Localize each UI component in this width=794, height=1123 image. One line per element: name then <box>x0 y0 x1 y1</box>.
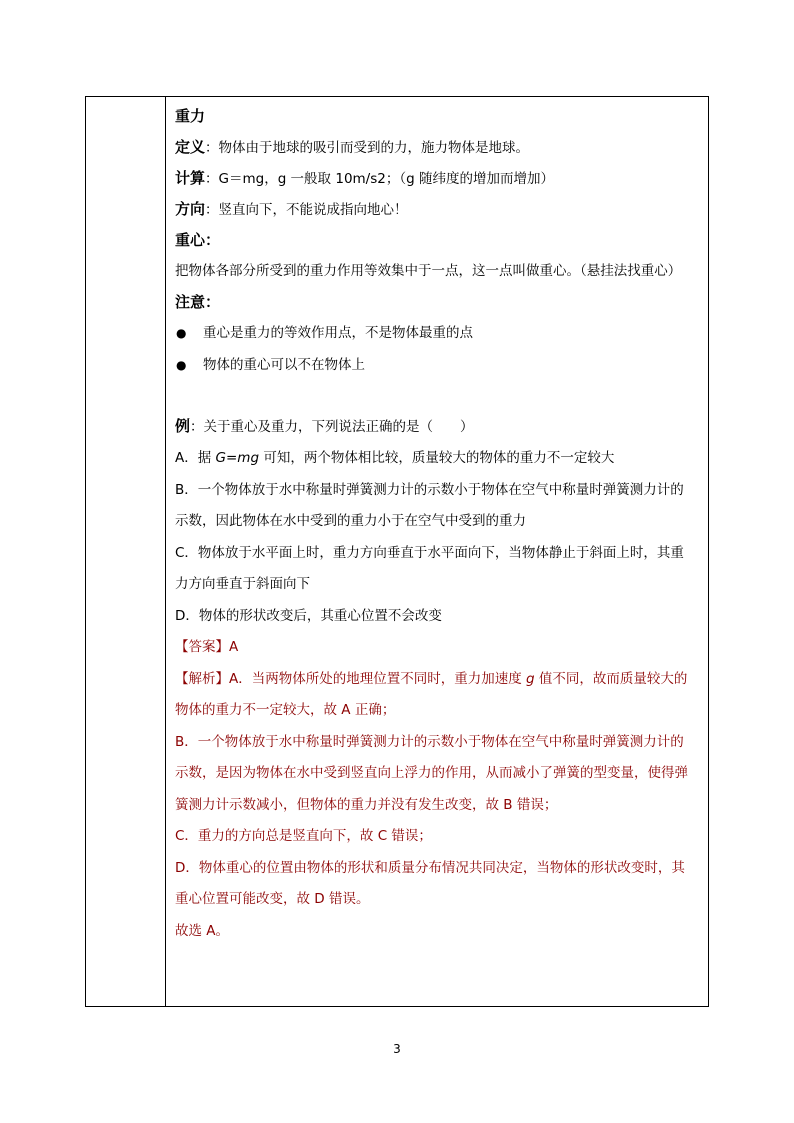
option-b-line2: 示数，因此物体在水中受到的重力小于在空气中受到的重力 <box>175 513 526 529</box>
calc-text: ：G＝mg，g 一般取 10m/s2；（g 随纬度的增加而增加） <box>205 171 554 187</box>
definition-text: ：物体由于地球的吸引而受到的力，施力物体是地球。 <box>205 140 530 156</box>
definition-line <box>175 138 529 157</box>
analysis-line6: C．重力的方向总是竖直向下，故 C 错误； <box>175 828 432 844</box>
analysis-line1 <box>175 670 687 688</box>
analysis-line7: D．物体重心的位置由物体的形状和质量分布情况共同决定，当物体的形状改变时，其 <box>175 860 685 876</box>
gravity-title: 重力 <box>175 107 206 125</box>
direction-label: 方向 <box>175 200 206 218</box>
analysis-line1-suffix: 值不同，故而质量较大的 <box>534 671 688 687</box>
analysis-g-symbol: g <box>526 671 535 687</box>
option-d: D．物体的形状改变后，其重心位置不会改变 <box>175 608 442 624</box>
analysis-label: 【解析】 <box>175 671 229 687</box>
analysis-line8: 重心位置可能改变，故 D 错误。 <box>175 891 370 907</box>
analysis-line4: 示数，是因为物体在水中受到竖直向上浮力的作用，从而减小了弹簧的型变量，使得弹 <box>175 765 688 781</box>
calc-label: 计算 <box>175 169 206 187</box>
analysis-conclusion: 故选 A。 <box>175 923 230 939</box>
bullet-icon: ● <box>176 358 187 372</box>
option-b-line1: B．一个物体放于水中称量时弹簧测力计的示数小于物体在空气中称量时弹簧测力计的 <box>175 482 684 498</box>
answer-line <box>175 638 238 656</box>
definition-label: 定义 <box>175 138 206 156</box>
right-column <box>166 97 708 1006</box>
option-a-formula: G=mg <box>215 450 260 466</box>
option-c-line2: 力方向垂直于斜面向下 <box>175 576 310 592</box>
example-question-text: ：关于重心及重力，下列说法正确的是（ ） <box>190 419 474 435</box>
example-question <box>175 417 474 436</box>
center-label: 重心： <box>175 231 221 249</box>
page-number: 3 <box>393 1042 401 1056</box>
calc-line <box>175 169 554 188</box>
bullet-icon: ● <box>176 326 187 340</box>
content-table <box>85 96 709 1007</box>
note-label: 注意： <box>175 293 221 311</box>
example-label: 例 <box>175 417 191 435</box>
center-text: 把物体各部分所受到的重力作用等效集中于一点，这一点叫做重心。（悬挂法找重心） <box>175 263 682 279</box>
option-a-prefix: A．据 <box>175 450 216 466</box>
analysis-line1-prefix: A．当两物体所处的地理位置不同时，重力加速度 <box>229 671 527 687</box>
option-a-suffix: 可知，两个物体相比较，质量较大的物体的重力不一定较大 <box>259 450 615 466</box>
answer-label: 【答案】 <box>175 639 229 655</box>
direction-line <box>175 200 408 219</box>
analysis-line2: 物体的重力不一定较大，故 A 正确； <box>175 702 396 718</box>
note-item: 物体的重心可以不在物体上 <box>203 357 365 373</box>
answer-value: A <box>229 639 239 655</box>
note-item: 重心是重力的等效作用点，不是物体最重的点 <box>203 325 473 341</box>
option-a <box>175 449 614 467</box>
left-column <box>86 97 166 1006</box>
direction-text: ：竖直向下，不能说成指向地心！ <box>205 202 408 218</box>
option-c-line1: C．物体放于水平面上时，重力方向垂直于水平面向下，当物体静止于斜面上时，其重 <box>175 545 684 561</box>
analysis-line3: B．一个物体放于水中称量时弹簧测力计的示数小于物体在空气中称量时弹簧测力计的 <box>175 734 684 750</box>
analysis-line5: 簧测力计示数减小，但物体的重力并没有发生改变，故 B 错误； <box>175 797 558 813</box>
